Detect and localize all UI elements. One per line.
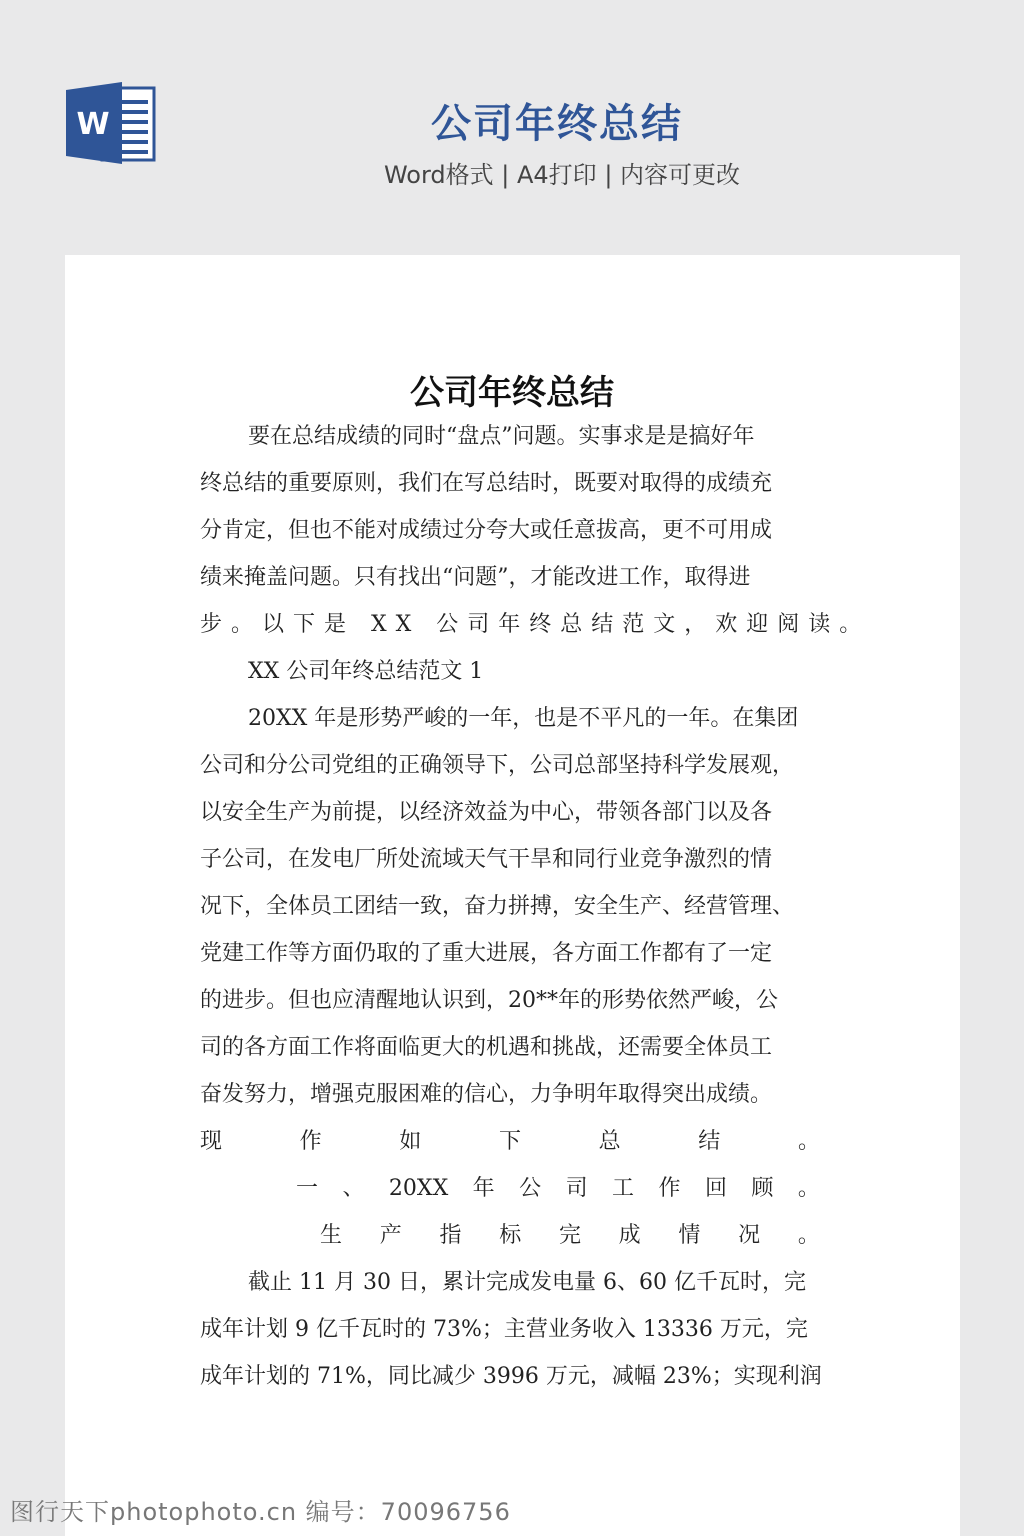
document-line: 公司和分公司党组的正确领导下，公司总部坚持科学发展观， [200,753,795,778]
document-line: 要在总结成绩的同时“盘点”问题。实事求是是搞好年 [248,424,755,449]
spread-token: 。 [797,1223,820,1248]
spread-token: 下 [498,1129,521,1154]
document-line: 况下，全体员工团结一致，奋力拼搏，安全生产、经营管理、 [200,894,795,919]
spread-token: 司 [565,1176,588,1201]
spread-token: 公 [519,1176,542,1201]
document-line: 绩来掩盖问题。只有找出“问题”，才能改进工作，取得进 [200,565,751,590]
document-title: 公司年终总结 [410,373,614,413]
spread-token: 结 [698,1129,721,1154]
spread-token: 回 [704,1176,727,1201]
spread-token: 情 [678,1223,701,1248]
spread-token: 作 [299,1129,322,1154]
spread-token: 标 [499,1223,522,1248]
word-icon-letter: W [76,107,110,142]
document-line-spread [296,1173,820,1205]
document-line: XX 公司年终总结范文 1 [248,659,484,684]
document-line: 成年计划的 71%，同比减少 3996 万元，减幅 23%；实现利润 [200,1364,822,1389]
spread-token: 产 [379,1223,402,1248]
header-title: 公司年终总结 [431,101,683,147]
document-line: 奋发努力，增强克服困难的信心，力争明年取得突出成绩。 [200,1082,773,1107]
document-line-spread [320,1220,820,1252]
spread-token: 工 [612,1176,635,1201]
spread-token: 完 [558,1223,581,1248]
document-line: 20XX 年是形势严峻的一年，也是不平凡的一年。在集团 [248,706,799,731]
document-line: 以安全生产为前提，以经济效益为中心，带领各部门以及各 [200,800,773,825]
spread-token: 成 [618,1223,641,1248]
document-line: 终总结的重要原则，我们在写总结时，既要对取得的成绩充 [200,471,773,496]
spread-token: 现 [200,1129,223,1154]
document-line: 的进步。但也应清醒地认识到，20**年的形势依然严峻，公 [200,988,778,1013]
document-line: 党建工作等方面仍取的了重大进展，各方面工作都有了一定 [200,941,773,966]
document-line: 分肯定，但也不能对成绩过分夸大或任意拔高，更不可用成 [200,518,773,543]
spread-token: 。 [797,1129,820,1154]
document-line: 成年计划 9 亿千瓦时的 73%；主营业务收入 13336 万元，完 [200,1317,808,1342]
spread-token: 。 [797,1176,820,1201]
spread-token: 、 [342,1176,365,1201]
spread-token: 总 [598,1129,621,1154]
document-line: 截止 11 月 30 日，累计完成发电量 6、60 亿千瓦时，完 [248,1270,806,1295]
spread-token: 一 [296,1176,319,1201]
spread-token: 如 [399,1129,422,1154]
spread-token: 况 [738,1223,761,1248]
spread-token: 顾 [751,1176,774,1201]
spread-token: 指 [439,1223,462,1248]
document-line-spread [200,1126,820,1158]
document-line: 司的各方面工作将面临更大的机遇和挑战，还需要全体员工 [200,1035,773,1060]
header-subtitle: Word格式 | A4打印 | 内容可更改 [383,161,741,189]
spread-token: 年 [472,1176,495,1201]
document-line: 步。以下是 XX 公司年终总结范文，欢迎阅读。 [200,612,871,637]
spread-token: 作 [658,1176,681,1201]
spread-token: 20XX [388,1176,449,1201]
watermark: 图行天下photophoto.cn 编号：70096756 [10,1498,511,1526]
spread-token: 生 [320,1223,343,1248]
document-line: 子公司，在发电厂所处流域天气干旱和同行业竞争激烈的情 [200,847,773,872]
